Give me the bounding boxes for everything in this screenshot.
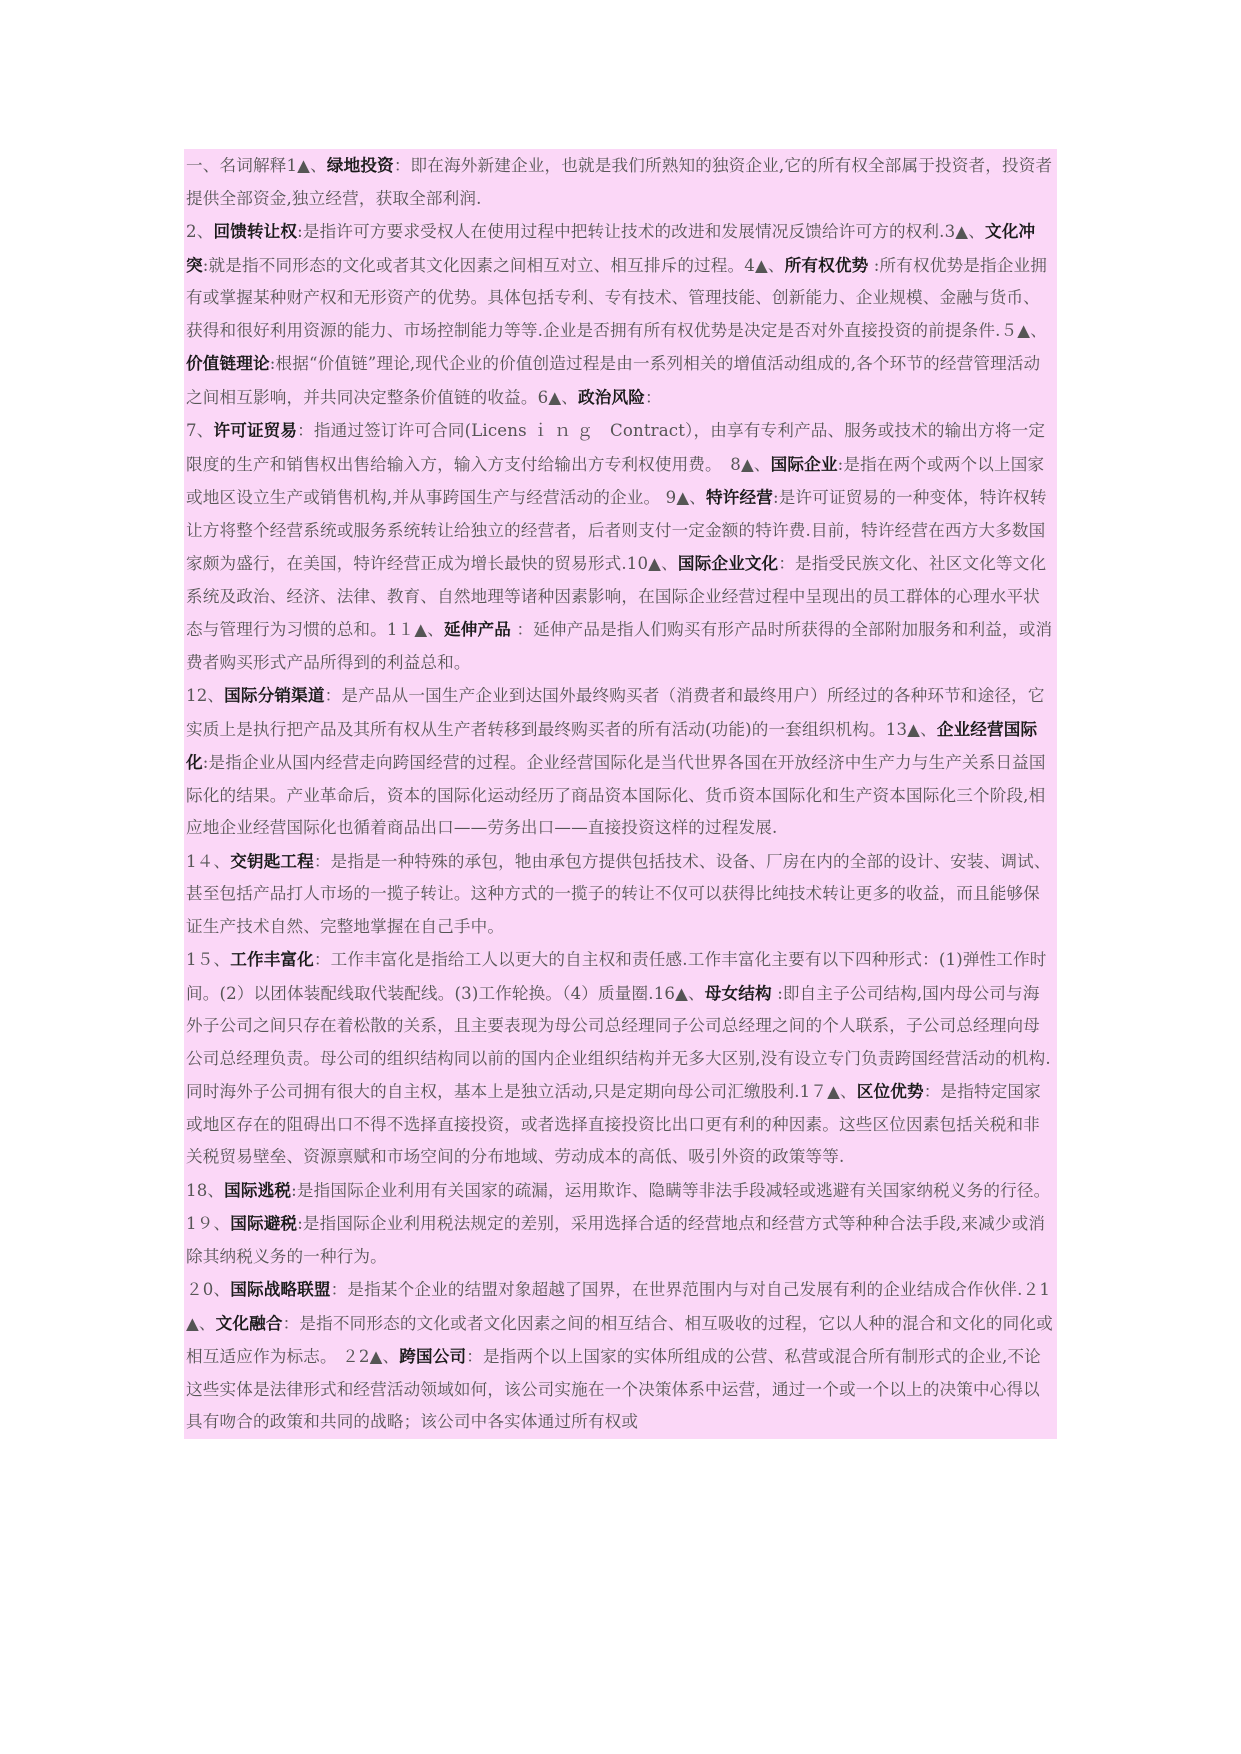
term-heading: 工作丰富化 [230,949,314,969]
term-heading: 交钥匙工程 [230,850,314,871]
body-text: 一、名词解释1▲、 [186,156,327,175]
body-text: ：是指受民族文化、社区文化等文化系统及政治、经济、法律、教育、自然地理等诸种因素影响，在国际企业经营过程中呈现出的员工群体的心理水平状态与管理行为习惯的总和。1１▲、 [186,554,1047,639]
paragraph [186,1273,1055,1439]
term-heading: 所有权优势 [784,254,869,275]
term-heading: 国际分销渠道 [224,685,325,705]
body-text: ：是指某个企业的结盟对象超越了国界，在世界范围内与对自己发展有利的企业结成合作伙伴.２1▲、 [186,1280,1051,1333]
body-text: :是指国际企业利用有关国家的疏漏，运用欺诈、隐瞒等非法手段减轻或逃避有关国家纳税义务的行径。 [291,1180,1051,1200]
body-text: :是许可证贸易的一种变体，特许权转让方将整个经营系统或服务系统转让给独立的经营者，后者则支付一定金额的特许费.目前，特许经营在西方大多数国家颇为盛行，在美国，特许经营正成为增长最快的贸易形式.10▲、 [186,488,1047,573]
highlighted-text-block [184,149,1057,1439]
body-text: 12、 [186,686,225,705]
body-text: ：工作丰富化是指给工人以更大的自主权和责任感.工作丰富化主要有以下四种形式：(1)弹性工作时间。(2）以团体装配线取代装配线。(3)工作轮换。（4）质量圈.16▲、 [186,950,1047,1003]
body-text: :是指在两个或两个以上国家或地区设立生产或销售机构,并从事跨国生产与经营活动的企业。 9▲、 [186,454,1045,507]
paragraph [186,149,1055,215]
paragraph [186,943,1055,1174]
body-text: :所有权优势是指企业拥有或掌握某种财产权和无形资产的优势。具体包括专利、专有技术、管理技能、创新能力、企业规模、金融与货币、获得和很好利用资源的能力、市场控制能力等等.企业是否拥有所有权优势是决定是否对外直接投资的前提条件.５▲、 [186,255,1047,340]
body-text: ：即在海外新建企业，也就是我们所熟知的独资企业,它的所有权全部属于投资者，投资者提供全部资金,独立经营，获取全部利润. [186,156,1053,208]
term-heading: 价值链理论 [186,353,270,373]
paragraph [186,679,1055,845]
term-heading: 回馈转让权 [213,221,298,241]
body-text: :根据“价值链”理论,现代企业的价值创造过程是由一系列相关的增值活动组成的,各个环节的经营管理活动之间相互影响，并共同决定整条价值链的收益。6▲、 [186,354,1041,407]
term-heading: 政治风险 [577,386,645,407]
body-text: :是指企业从国内经营走向跨国经营的过程。企业经营国际化是当代世界各国在开放经济中生产力与生产关系日益国际化的结果。产业革命后，资本的国际化运动经历了商品资本国际化、货币资本国际化和生产资本国际化三个阶段,相应地企业经营国际化也循着商品出口——劳务出口——直接投资这样的过程发展. [186,753,1046,837]
body-text: ：是指两个以上国家的实体所组成的公营、私营或混合所有制形式的企业,不论这些实体是法律形式和经营活动领域如何，该公司实施在一个决策体系中运营，通过一个或一个以上的决策中心得以具有吻合的政策和共同的战略；该公司中各实体通过所有权或 [186,1347,1041,1431]
term-heading: 绿地投资 [326,155,394,175]
body-text: 2、 [186,222,214,241]
body-text: ：是产品从一国生产企业到达国外最终购买者（消费者和最终用户）所经过的各种环节和途径，它实质上是执行把产品及其所有权从生产者转移到最终购买者的所有活动(功能)的一套组织机构。13▲、 [186,686,1045,739]
body-text: ：延伸产品是指人们购买有形产品时所获得的全部附加服务和利益，或消费者购买形式产品所得到的利益总和。 [186,620,1053,672]
body-text: :是指国际企业利用税法规定的差别，采用选择合适的经营地点和经营方式等种种合法手段,来减少或消除其纳税义务的一种行为。 [186,1214,1046,1266]
body-text: 1５、 [186,950,231,969]
term-heading: 文化融合 [215,1312,283,1333]
paragraph [186,1207,1055,1273]
term-heading: 国际逃税 [224,1179,292,1200]
body-text: 1４、 [186,851,231,871]
body-text: 1９、 [186,1214,231,1233]
document-page [184,149,1057,1439]
term-heading: 国际战略联盟 [230,1279,331,1299]
paragraph [186,414,1055,679]
body-text: ：是指是一种特殊的承包，牠由承包方提供包括技术、设备、厂房在内的全部的设计、安装、调试、甚至包括产品打人市场的一揽子转让。这种方式的一揽子的转让不仅可以获得比纯技术转让更多的收益，而且能够保证生产技术自然、完整地掌握在自己手中。 [186,851,1051,936]
body-text: :是指许可方要求受权人在使用过程中把转让技术的改进和发展情况反馈给许可方的权利.3▲、 [297,222,985,241]
body-text: ： [644,387,662,407]
paragraph [186,1174,1055,1208]
body-text: ２0、 [186,1280,231,1299]
body-text: :就是指不同形态的文化或者其文化因素之间相互对立、相互排斥的过程。4▲、 [202,255,785,275]
body-text: :即自主子公司结构,国内母公司与海外子公司之间只存在着松散的关系，且主要表现为母公司总经理同子公司总经理之间的个人联系，子公司总经理向母公司总经理负责。母公司的组织结构同以前的国内企业组织结构并无多大区别,没有设立专门负责跨国经营活动的机构.同时海外子公司拥有很大的自主权，基本上是独立活动,只是定期向母公司汇缴股利.1７▲、 [186,983,1051,1101]
term-heading: 跨国公司 [399,1346,467,1366]
body-text: 18、 [186,1180,225,1200]
term-heading: 国际避税 [230,1213,298,1233]
body-text: ：是指不同形态的文化或者文化因素之间的相互结合、相互吸收的过程，它以人种的混合和文化的同化或相互适应作为标志。 ２2▲、 [186,1313,1053,1366]
body-text: ：是指特定国家或地区存在的阻碍出口不得不选择直接投资，或者选择直接投资比出口更有利的种因素。这些区位因素包括关税和非关税贸易壁垒、资源禀赋和市场空间的分布地域、劳动成本的高低、吸引外资的政策等等. [186,1082,1041,1166]
term-heading: 国际企业 [770,453,838,474]
term-heading: 文化冲突 [186,221,1036,275]
term-heading: 许可证贸易 [213,420,298,440]
term-heading: 区位优势 [856,1081,924,1101]
term-heading: 特许经营 [706,487,774,507]
paragraph [186,845,1055,944]
term-heading: 国际企业文化 [677,553,779,573]
term-heading: 企业经营国际化 [186,718,1038,772]
body-text: ：指通过签订许可合同(Licens ｉ ｎ ｇ Contract），由享有专利产品、服务或技术的输出方将一定限度的生产和销售权出售给输入方，输入方支付给输出方专利权使用费。 8▲、 [186,421,1046,474]
term-heading: 母女结构 [704,982,772,1003]
paragraph [186,215,1055,414]
term-heading: 延伸产品 [444,619,512,639]
body-text: 7、 [186,421,214,440]
